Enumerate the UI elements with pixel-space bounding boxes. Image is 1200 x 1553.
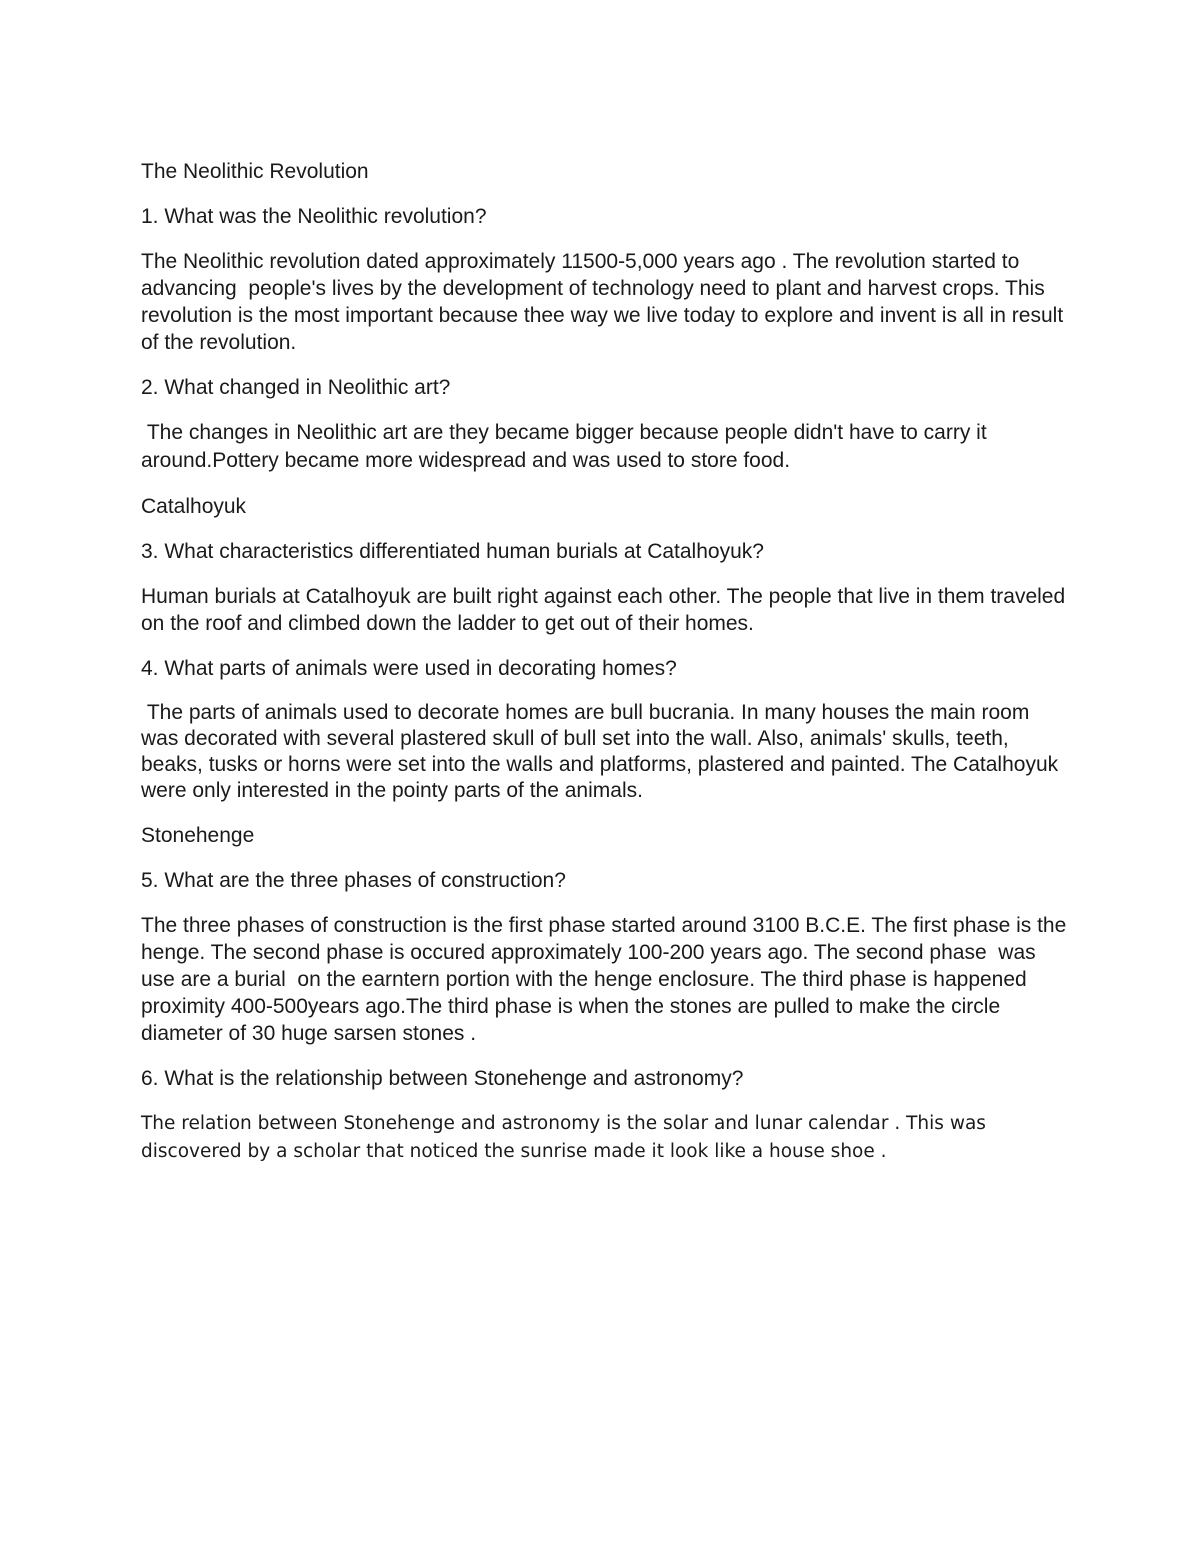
- section-heading-stonehenge: Stonehenge: [141, 824, 255, 847]
- question-4: 4. What parts of animals were used in decorating homes?: [141, 657, 677, 680]
- answer-6: The relation between Stonehenge and astronomy is the solar and lunar calendar . This was discovered by a scholar that noticed the sunrise made it look like a house shoe .: [141, 1113, 992, 1162]
- question-3: 3. What characteristics differentiated human burials at Catalhoyuk?: [141, 540, 764, 563]
- answer-5: The three phases of construction is the first phase started around 3100 B.C.E. The first phase is the henge. The second phase is occured approximately 100-200 years ago. The second phase was use are a burial on the earntern portion with the henge enclosure. The third phase is happened proximity 400-500years ago.The third phase is when the stones are pulled to make the circle diameter of 30 huge sarsen stones .: [141, 914, 1073, 1045]
- document-title: The Neolithic Revolution: [141, 160, 369, 183]
- question-2: 2. What changed in Neolithic art?: [141, 376, 451, 399]
- answer-2: The changes in Neolithic art are they became bigger because people didn't have to carry it around.Pottery became more widespread and was used to store food.: [141, 421, 993, 472]
- question-5: 5. What are the three phases of construction?: [141, 869, 566, 892]
- answer-1: The Neolithic revolution dated approximately 11500-5,000 years ago . The revolution started to advancing people's lives by the development of technology need to plant and harvest crops. This revolution is the most important because thee way we live today to explore and invent is all in result of the revolution.: [141, 250, 1069, 354]
- document-body: [141, 158, 1071, 1166]
- question-1: 1. What was the Neolithic revolution?: [141, 205, 487, 228]
- section-heading-catalhoyuk: Catalhoyuk: [141, 495, 247, 518]
- question-6: 6. What is the relationship between Stonehenge and astronomy?: [141, 1067, 744, 1090]
- answer-4: The parts of animals used to decorate homes are bull bucrania. In many houses the main room was decorated with several plastered skull of bull set into the wall. Also, animals' skulls, teeth, beaks, tusks or horns were set into the walls and platforms, plastered and painted. The Catalhoyuk were only interested in the pointy parts of the animals.: [141, 701, 1064, 802]
- answer-3: Human burials at Catalhoyuk are built right against each other. The people that live in them traveled on the roof and climbed down the ladder to get out of their homes.: [141, 585, 1071, 635]
